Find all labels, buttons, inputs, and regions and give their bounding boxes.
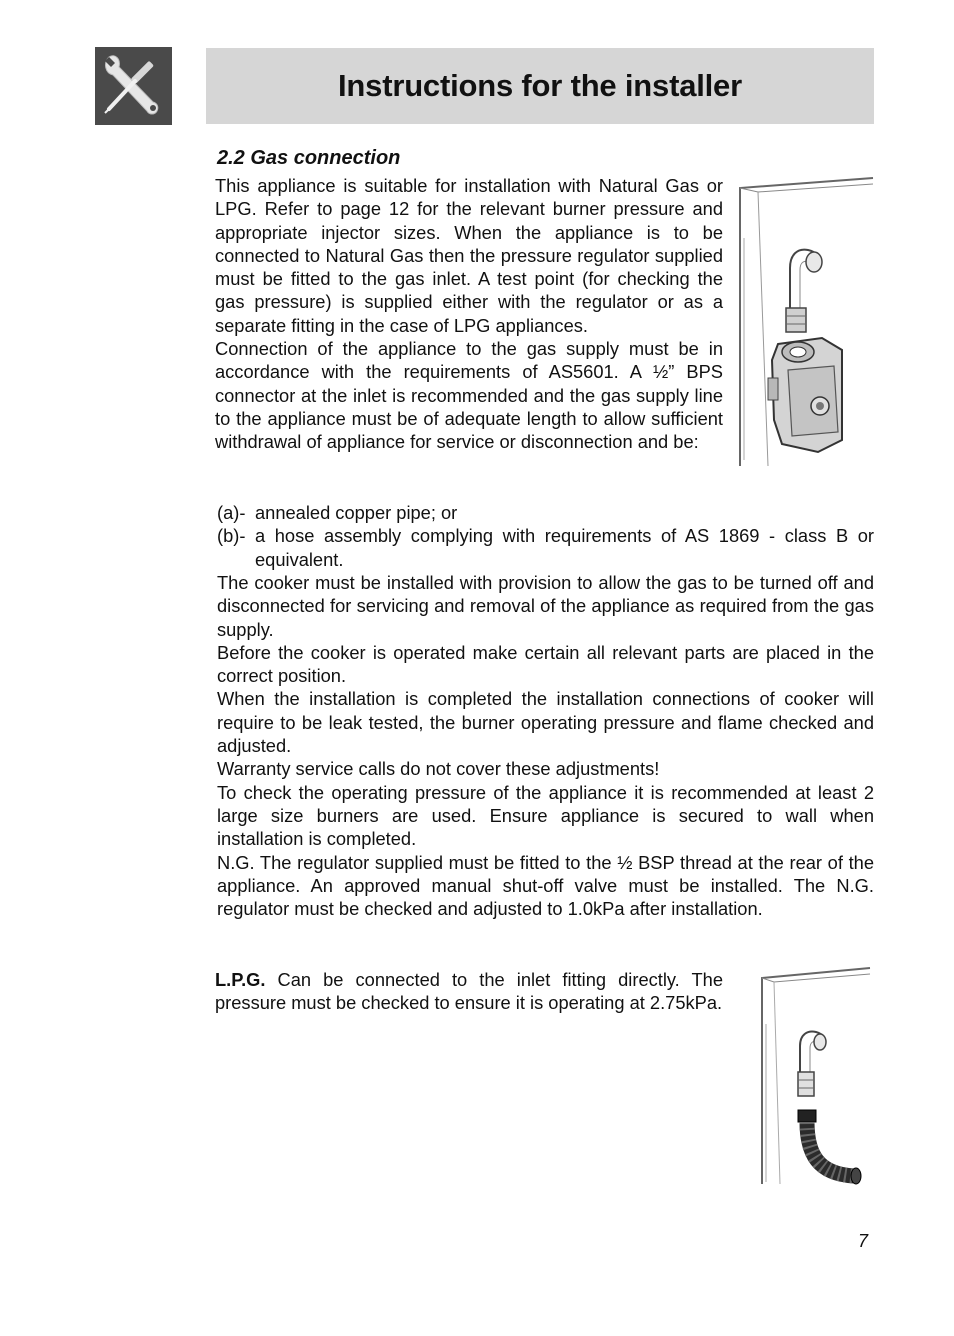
section-heading: 2.2 Gas connection — [217, 147, 401, 169]
requirements-list — [217, 501, 874, 571]
tools-icon — [95, 47, 172, 125]
paragraph: When the installation is completed the installation connections of cooker will require to be leak tested, the burner operating pressure and flame checked and adjusted. — [217, 688, 874, 757]
list-item — [217, 501, 874, 524]
intro-text — [215, 174, 723, 454]
page-title: Instructions for the installer — [338, 68, 742, 103]
list-marker: (b)- — [217, 525, 246, 547]
paragraph: The cooker must be installed with provision to allow the gas to be turned off and disconnected for servicing and removal of the appliance as required from the gas supply. — [217, 572, 874, 640]
page-number: 7 — [858, 1231, 869, 1251]
paragraph: This appliance is suitable for installation with Natural Gas or LPG. Refer to page 12 for the relevant burner pressure and appropriate injector sizes. When the appliance is to be connected to Natural Gas then the pressure regulator supplied must be fitted to the gas inlet. A test point (for checking the gas pressure) is supplied either with the regulator or as a separate fitting in the case of LPG appliances. — [215, 175, 723, 336]
list-marker: (a)- — [217, 502, 246, 523]
paragraph: Connection of the appliance to the gas supply must be in accordance with the requirements of AS5601. A ½” BPS connector at the inlet is recommended and the gas supply line to the appliance must be of adequate length to allow sufficient withdrawal of appliance for service or disconnection and be: — [215, 338, 723, 453]
lpg-label: L.P.G. — [215, 969, 266, 990]
paragraph: Warranty service calls do not cover these adjustments! — [217, 758, 660, 780]
paragraph: N.G. The regulator supplied must be fitted to the ½ BSP thread at the rear of the appliance. An approved manual shut-off valve must be installed. The N.G. regulator must be checked and adjusted to 1.0kPa after installation. — [217, 851, 874, 920]
gas-regulator-illustration — [738, 170, 878, 470]
paragraph: To check the operating pressure of the appliance it is recommended at least 2 large size burners are used. Ensure appliance is secured to wall when installation is completed. — [217, 781, 874, 850]
main-text — [217, 571, 874, 920]
list-item — [217, 524, 874, 571]
wrench-screwdriver-icon — [95, 47, 172, 125]
paragraph — [215, 968, 723, 1015]
lpg-hose-illustration — [758, 964, 878, 1188]
list-item-text: annealed copper pipe; or — [255, 502, 458, 523]
list-item-text: a hose assembly complying with requirements of AS 1869 - class B or equivalent. — [255, 525, 874, 570]
lpg-text — [215, 968, 723, 1015]
header-bar — [206, 48, 874, 124]
lpg-body: Can be connected to the inlet fitting directly. The pressure must be checked to ensure it is operating at 2.75kPa. — [215, 969, 723, 1014]
paragraph: Before the cooker is operated make certain all relevant parts are placed in the correct position. — [217, 641, 874, 687]
